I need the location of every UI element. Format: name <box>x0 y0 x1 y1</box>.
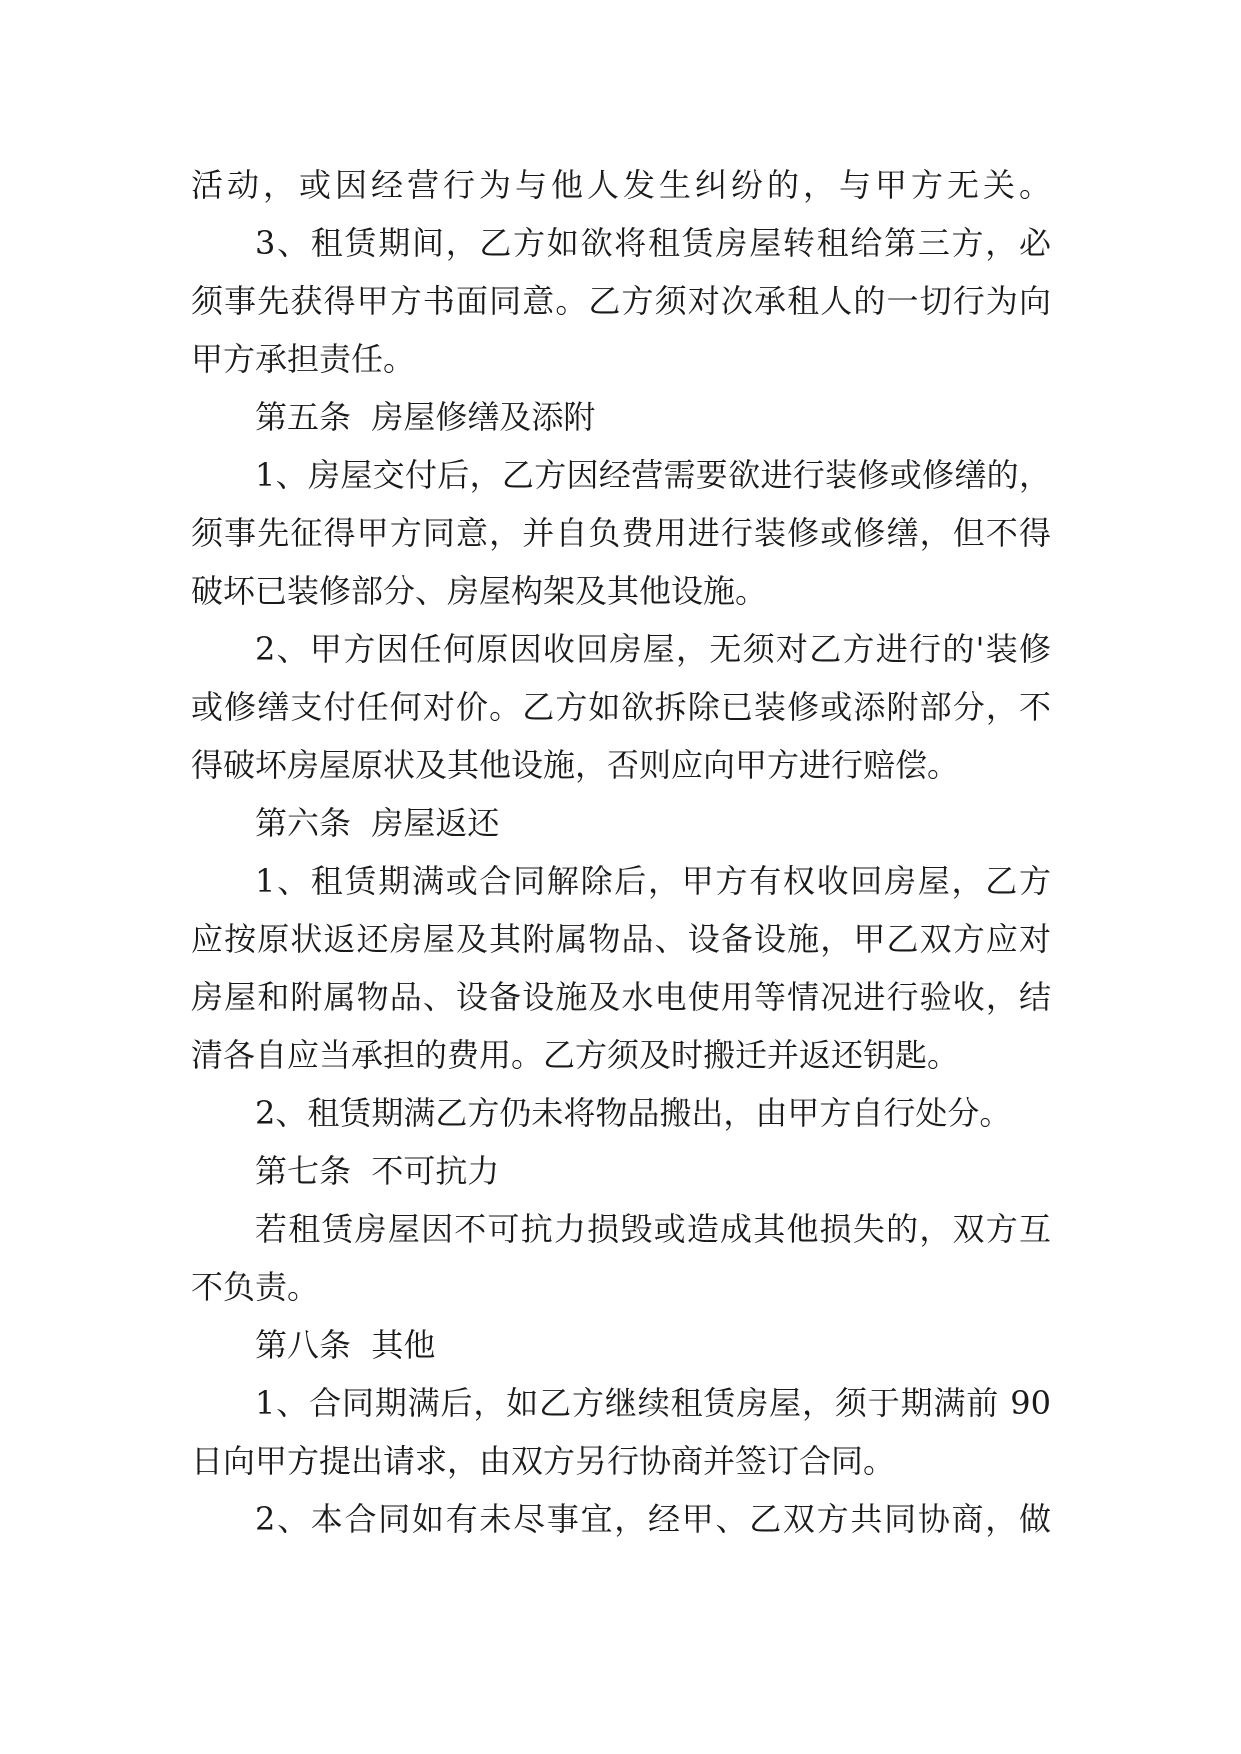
section-heading: 第六条 房屋返还 <box>255 804 500 842</box>
text-line: 应按原状返还房屋及其附属物品、设备设施，甲乙双方应对 <box>191 920 1051 958</box>
text-line: 破坏已装修部分、房屋构架及其他设施。 <box>191 572 768 610</box>
section-heading: 第五条 房屋修缮及添附 <box>255 398 596 436</box>
section-heading: 第八条 其他 <box>255 1326 436 1364</box>
text-line: 得破坏房屋原状及其他设施，否则应向甲方进行赔偿。 <box>191 746 960 784</box>
text-line: 不负责。 <box>191 1268 320 1306</box>
text-line: 1、房屋交付后，乙方因经营需要欲进行装修或修缮的， <box>255 456 1051 494</box>
text-line: 须事先获得甲方书面同意。乙方须对次承租人的一切行为向 <box>191 282 1051 320</box>
text-line: 3、租赁期间，乙方如欲将租赁房屋转租给第三方，必 <box>255 224 1051 262</box>
text-line: 房屋和附属物品、设备设施及水电使用等情况进行验收，结 <box>191 978 1051 1016</box>
text-line: 1、合同期满后，如乙方继续租赁房屋，须于期满前 90 <box>255 1384 1051 1422</box>
text-line: 2、甲方因任何原因收回房屋，无须对乙方进行的'装修 <box>255 630 1051 668</box>
text-line: 或修缮支付任何对价。乙方如欲拆除已装修或添附部分，不 <box>191 688 1051 726</box>
text-line: 日向甲方提出请求，由双方另行协商并签订合同。 <box>191 1442 896 1480</box>
text-line: 2、本合同如有未尽事宜，经甲、乙双方共同协商，做 <box>255 1500 1051 1538</box>
text-line: 活动，或因经营行为与他人发生纠纷的，与甲方无关。 <box>191 166 1051 204</box>
text-line: 1、租赁期满或合同解除后，甲方有权收回房屋，乙方 <box>255 862 1051 900</box>
text-line: 须事先征得甲方同意，并自负费用进行装修或修缮，但不得 <box>191 514 1051 552</box>
text-line: 甲方承担责任。 <box>191 340 416 378</box>
section-heading: 第七条 不可抗力 <box>255 1152 500 1190</box>
text-line: 2、租赁期满乙方仍未将物品搬出，由甲方自行处分。 <box>255 1094 1012 1132</box>
text-line: 清各自应当承担的费用。乙方须及时搬迁并返还钥匙。 <box>191 1036 960 1074</box>
text-line: 若租赁房屋因不可抗力损毁或造成其他损失的，双方互 <box>255 1210 1051 1248</box>
